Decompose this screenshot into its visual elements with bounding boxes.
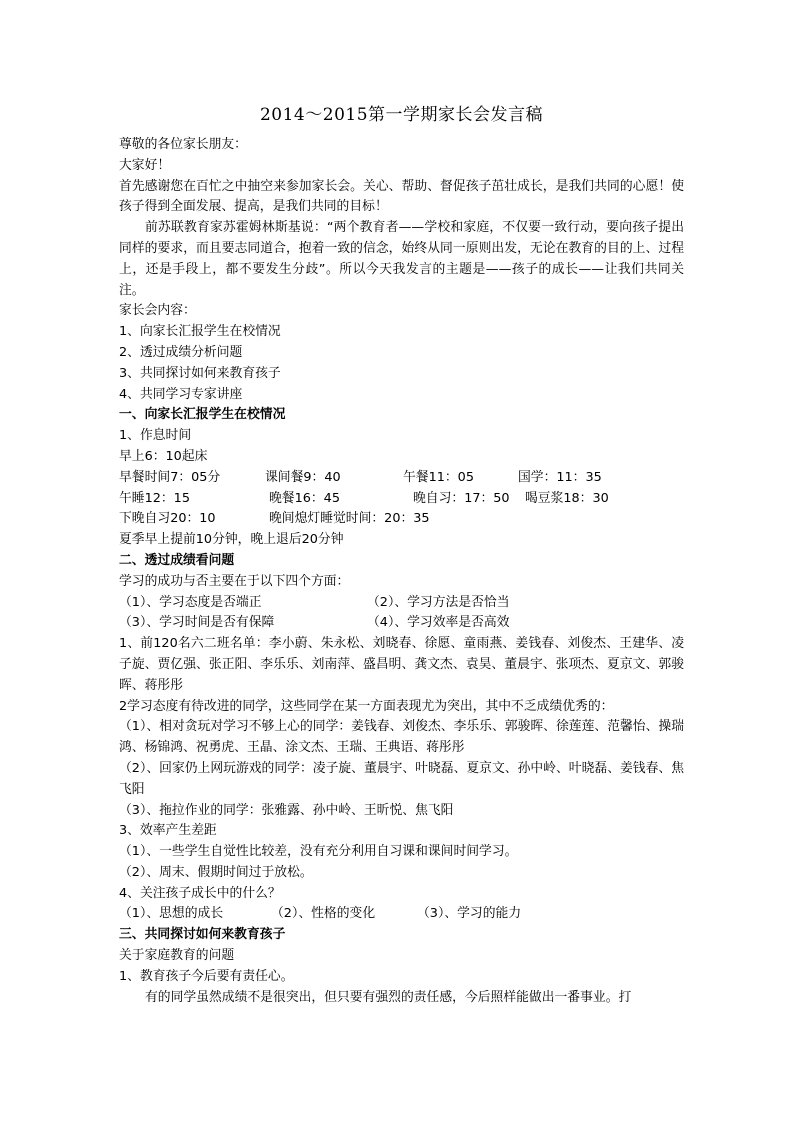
agenda-item: 2、透过成绩分析问题	[119, 344, 243, 360]
attitude-intro: 2学习态度有待改进的同学，这些同学在某一方面表现尤为突出，其中不乏成绩优秀的：	[119, 698, 614, 714]
agenda-item: 4、共同学习专家讲座	[119, 386, 243, 402]
intro-paragraph: 首先感谢您在百忙之中抽空来参加家长会。关心、帮助、督促孩子茁壮成长，是我们共同的心愿！使孩子得到全面发展、提高，是我们共同的目标！	[119, 178, 684, 215]
schedule-cell: 午餐11：05	[403, 469, 474, 485]
aspects-row	[119, 613, 684, 634]
greeting: 尊敬的各位家长朋友：	[119, 137, 247, 152]
family-education-heading: 关于家庭教育的问题	[119, 948, 235, 964]
attitude-group: （2）、回家仍上网玩游戏的同学：凌子旋、董晨宇、叶晓磊、夏京文、孙中岭、叶晓磊、姜钱春、焦飞阳	[119, 760, 684, 797]
schedule-row	[119, 509, 684, 530]
focus-subheading: 4、关注孩子成长中的什么？	[119, 885, 281, 901]
schedule-cell: 下晚自习20：10	[119, 511, 216, 527]
section2-heading: 二、透过成绩看问题	[119, 552, 235, 568]
schedule-cell: 晚餐16：45	[269, 490, 340, 506]
agenda-item: 1、向家长汇报学生在校情况	[119, 324, 281, 340]
responsibility-point: 1、教育孩子今后要有责任心。	[119, 968, 294, 984]
aspect-item: （4）、学习效率是否高效	[367, 615, 510, 631]
efficiency-item: （2）、周末、假期时间过于放松。	[119, 864, 313, 880]
attitude-group: （3）、拖拉作业的同学：张雅露、孙中岭、王昕悦、焦飞阳	[119, 802, 454, 818]
success-intro: 学习的成功与否主要在于以下四个方面：	[119, 573, 350, 589]
agenda-title: 家长会内容：	[119, 303, 196, 319]
schedule-cell: 国学：11：35	[518, 469, 602, 485]
aspect-item: （3）、学习时间是否有保障	[119, 615, 275, 631]
agenda-item: 3、共同探讨如何来教育孩子	[119, 365, 281, 381]
hello: 大家好！	[119, 157, 171, 173]
schedule-row	[119, 489, 684, 510]
quote-paragraph: 前苏联教育家苏霍姆林斯基说：“两个教育者——学校和家庭，不仅要一致行动，要向孩子提出同样的要求，而且要志同道合，抱着一致的信念，始终从同一原则出发，无论在教育的目的上、过程上，还是手段上，都不要发生分歧”。所以今天我发言的主题是——孩子的成长——让我们共同关注。	[119, 220, 684, 298]
responsibility-paragraph: 有的同学虽然成绩不是很突出，但只要有强烈的责任感，今后照样能做出一番事业。打	[145, 989, 632, 1005]
efficiency-subheading: 3、效率产生差距	[119, 823, 217, 839]
aspect-item: （1）、学习态度是否端正	[119, 594, 262, 610]
section3-heading: 三、共同探讨如何来教育孩子	[119, 927, 286, 943]
schedule-cell: 课间餐9：40	[265, 469, 341, 485]
top120-list: 1、前120名六二班名单：李小蔚、朱永松、刘晓春、徐愿、童雨燕、姜钱春、刘俊杰、王建华、凌子旋、贾亿强、张正阳、李乐乐、刘南萍、盛昌明、龚文杰、袁昊、董晨宇、张项杰、夏京文、郭骏晖、蒋彤彤	[119, 636, 684, 693]
focus-item: （1）、思想的成长	[119, 906, 224, 922]
schedule-cell: 晚自习：17：50	[413, 490, 510, 506]
schedule-row	[119, 468, 684, 489]
schedule-cell: 晚间熄灯睡觉时间：20：35	[269, 511, 430, 527]
summer-note: 夏季早上提前10分钟，晚上退后20分钟	[119, 532, 344, 548]
schedule-subheading: 1、作息时间	[119, 428, 192, 444]
attitude-group: （1）、相对贪玩对学习不够上心的同学：姜钱春、刘俊杰、李乐乐、郭骏晖、徐莲莲、范馨怡、操瑞鸿、杨锦鸿、祝勇虎、王晶、涂文杰、王瑞、王典语、蒋彤彤	[119, 719, 684, 756]
wake-time: 早上6：10起床	[119, 448, 208, 464]
schedule-cell: 早餐时间7：05分	[119, 469, 221, 485]
schedule-cell: 喝豆浆18：30	[525, 490, 609, 506]
aspect-item: （2）、学习方法是否恰当	[367, 594, 510, 610]
focus-item: （2）、性格的变化	[271, 906, 376, 922]
section1-heading: 一、向家长汇报学生在校情况	[119, 407, 286, 423]
schedule-cell: 午睡12：15	[119, 490, 190, 506]
focus-row	[119, 904, 684, 925]
document-title: 2014～2015第一学期家长会发言稿	[259, 105, 544, 125]
efficiency-item: （1）、一些学生自觉性比较差，没有充分利用自习课和课间时间学习。	[119, 844, 518, 860]
focus-item: （3）、学习的能力	[417, 906, 522, 922]
aspects-row	[119, 593, 684, 614]
document-page	[119, 100, 684, 1008]
